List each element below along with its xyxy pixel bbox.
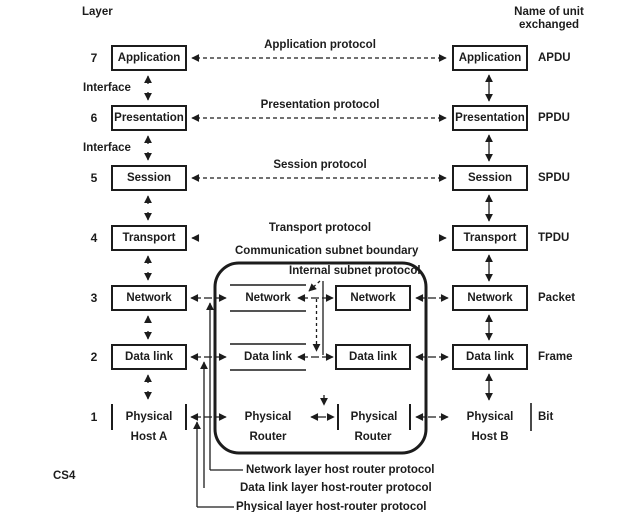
layer-number-3: 3 — [90, 291, 98, 305]
layer-number-1: 1 — [90, 410, 98, 424]
hostA-box-presentation: Presentation — [111, 105, 187, 131]
router2-network: Network — [335, 285, 411, 311]
unit-frame: Frame — [538, 351, 573, 363]
hostB-box-physical: Physical — [466, 411, 514, 423]
layer-number-2: 2 — [90, 350, 98, 364]
footer-cs4: CS4 — [53, 470, 76, 482]
callout-physical-host-router: Physical layer host-router protocol — [236, 501, 427, 512]
hostB-box-network: Network — [452, 285, 528, 311]
hostA-box-session: Session — [111, 165, 187, 191]
layer-number-7: 7 — [90, 51, 98, 65]
router1-datalink: Data link — [244, 351, 292, 363]
unit-ppdu: PPDU — [538, 112, 570, 124]
interface-label-2: Interface — [83, 142, 131, 154]
unit-packet: Packet — [538, 292, 576, 304]
internal-subnet-pointer — [309, 281, 324, 405]
presentation-protocol-label: Presentation protocol — [260, 99, 380, 111]
layer-number-4: 4 — [90, 231, 98, 245]
hostA-box-physical: Physical — [111, 404, 187, 430]
transport-protocol-label: Transport protocol — [268, 222, 372, 234]
router1-caption: Router — [249, 431, 287, 443]
unit-apdu: APDU — [538, 52, 571, 64]
hostA-caption: Host A — [130, 431, 168, 443]
hostA-box-application: Application — [111, 45, 187, 71]
router1-physical: Physical — [244, 411, 292, 423]
interface-label-1: Interface — [83, 82, 131, 94]
hostB-box-session: Session — [452, 165, 528, 191]
host-router-callout-lines — [197, 303, 243, 507]
hostB-box-application: Application — [452, 45, 528, 71]
unit-spdu: SPDU — [538, 172, 570, 184]
layer-number-6: 6 — [90, 111, 98, 125]
router2-datalink: Data link — [335, 344, 411, 370]
unit-header-line1: Name of unit — [514, 6, 584, 18]
layer-number-5: 5 — [90, 171, 98, 185]
internal-subnet-protocol-label: Internal subnet protocol — [289, 265, 421, 277]
layer-column-header: Layer — [82, 6, 113, 18]
callout-network-host-router: Network layer host router protocol — [246, 464, 435, 476]
unit-header-line2: exchanged — [518, 19, 580, 31]
hostB-caption: Host B — [471, 431, 509, 443]
subnet-boundary-label: Communication subnet boundary — [235, 245, 419, 257]
hostB-box-presentation: Presentation — [452, 105, 528, 131]
hostB-box-datalink: Data link — [452, 344, 528, 370]
router2-caption: Router — [354, 431, 392, 443]
router1-network: Network — [245, 292, 291, 304]
hostA-box-datalink: Data link — [111, 344, 187, 370]
router2-physical: Physical — [337, 404, 411, 430]
hostA-box-transport: Transport — [111, 225, 187, 251]
unit-tpdu: TPDU — [538, 232, 570, 244]
session-protocol-label: Session protocol — [273, 159, 367, 171]
callout-datalink-host-router: Data link layer host-router protocol — [240, 482, 432, 494]
hostB-box-transport: Transport — [452, 225, 528, 251]
unit-column-header — [503, 6, 595, 32]
hostA-box-network: Network — [111, 285, 187, 311]
unit-bit: Bit — [538, 411, 554, 423]
application-protocol-label: Application protocol — [264, 39, 376, 51]
